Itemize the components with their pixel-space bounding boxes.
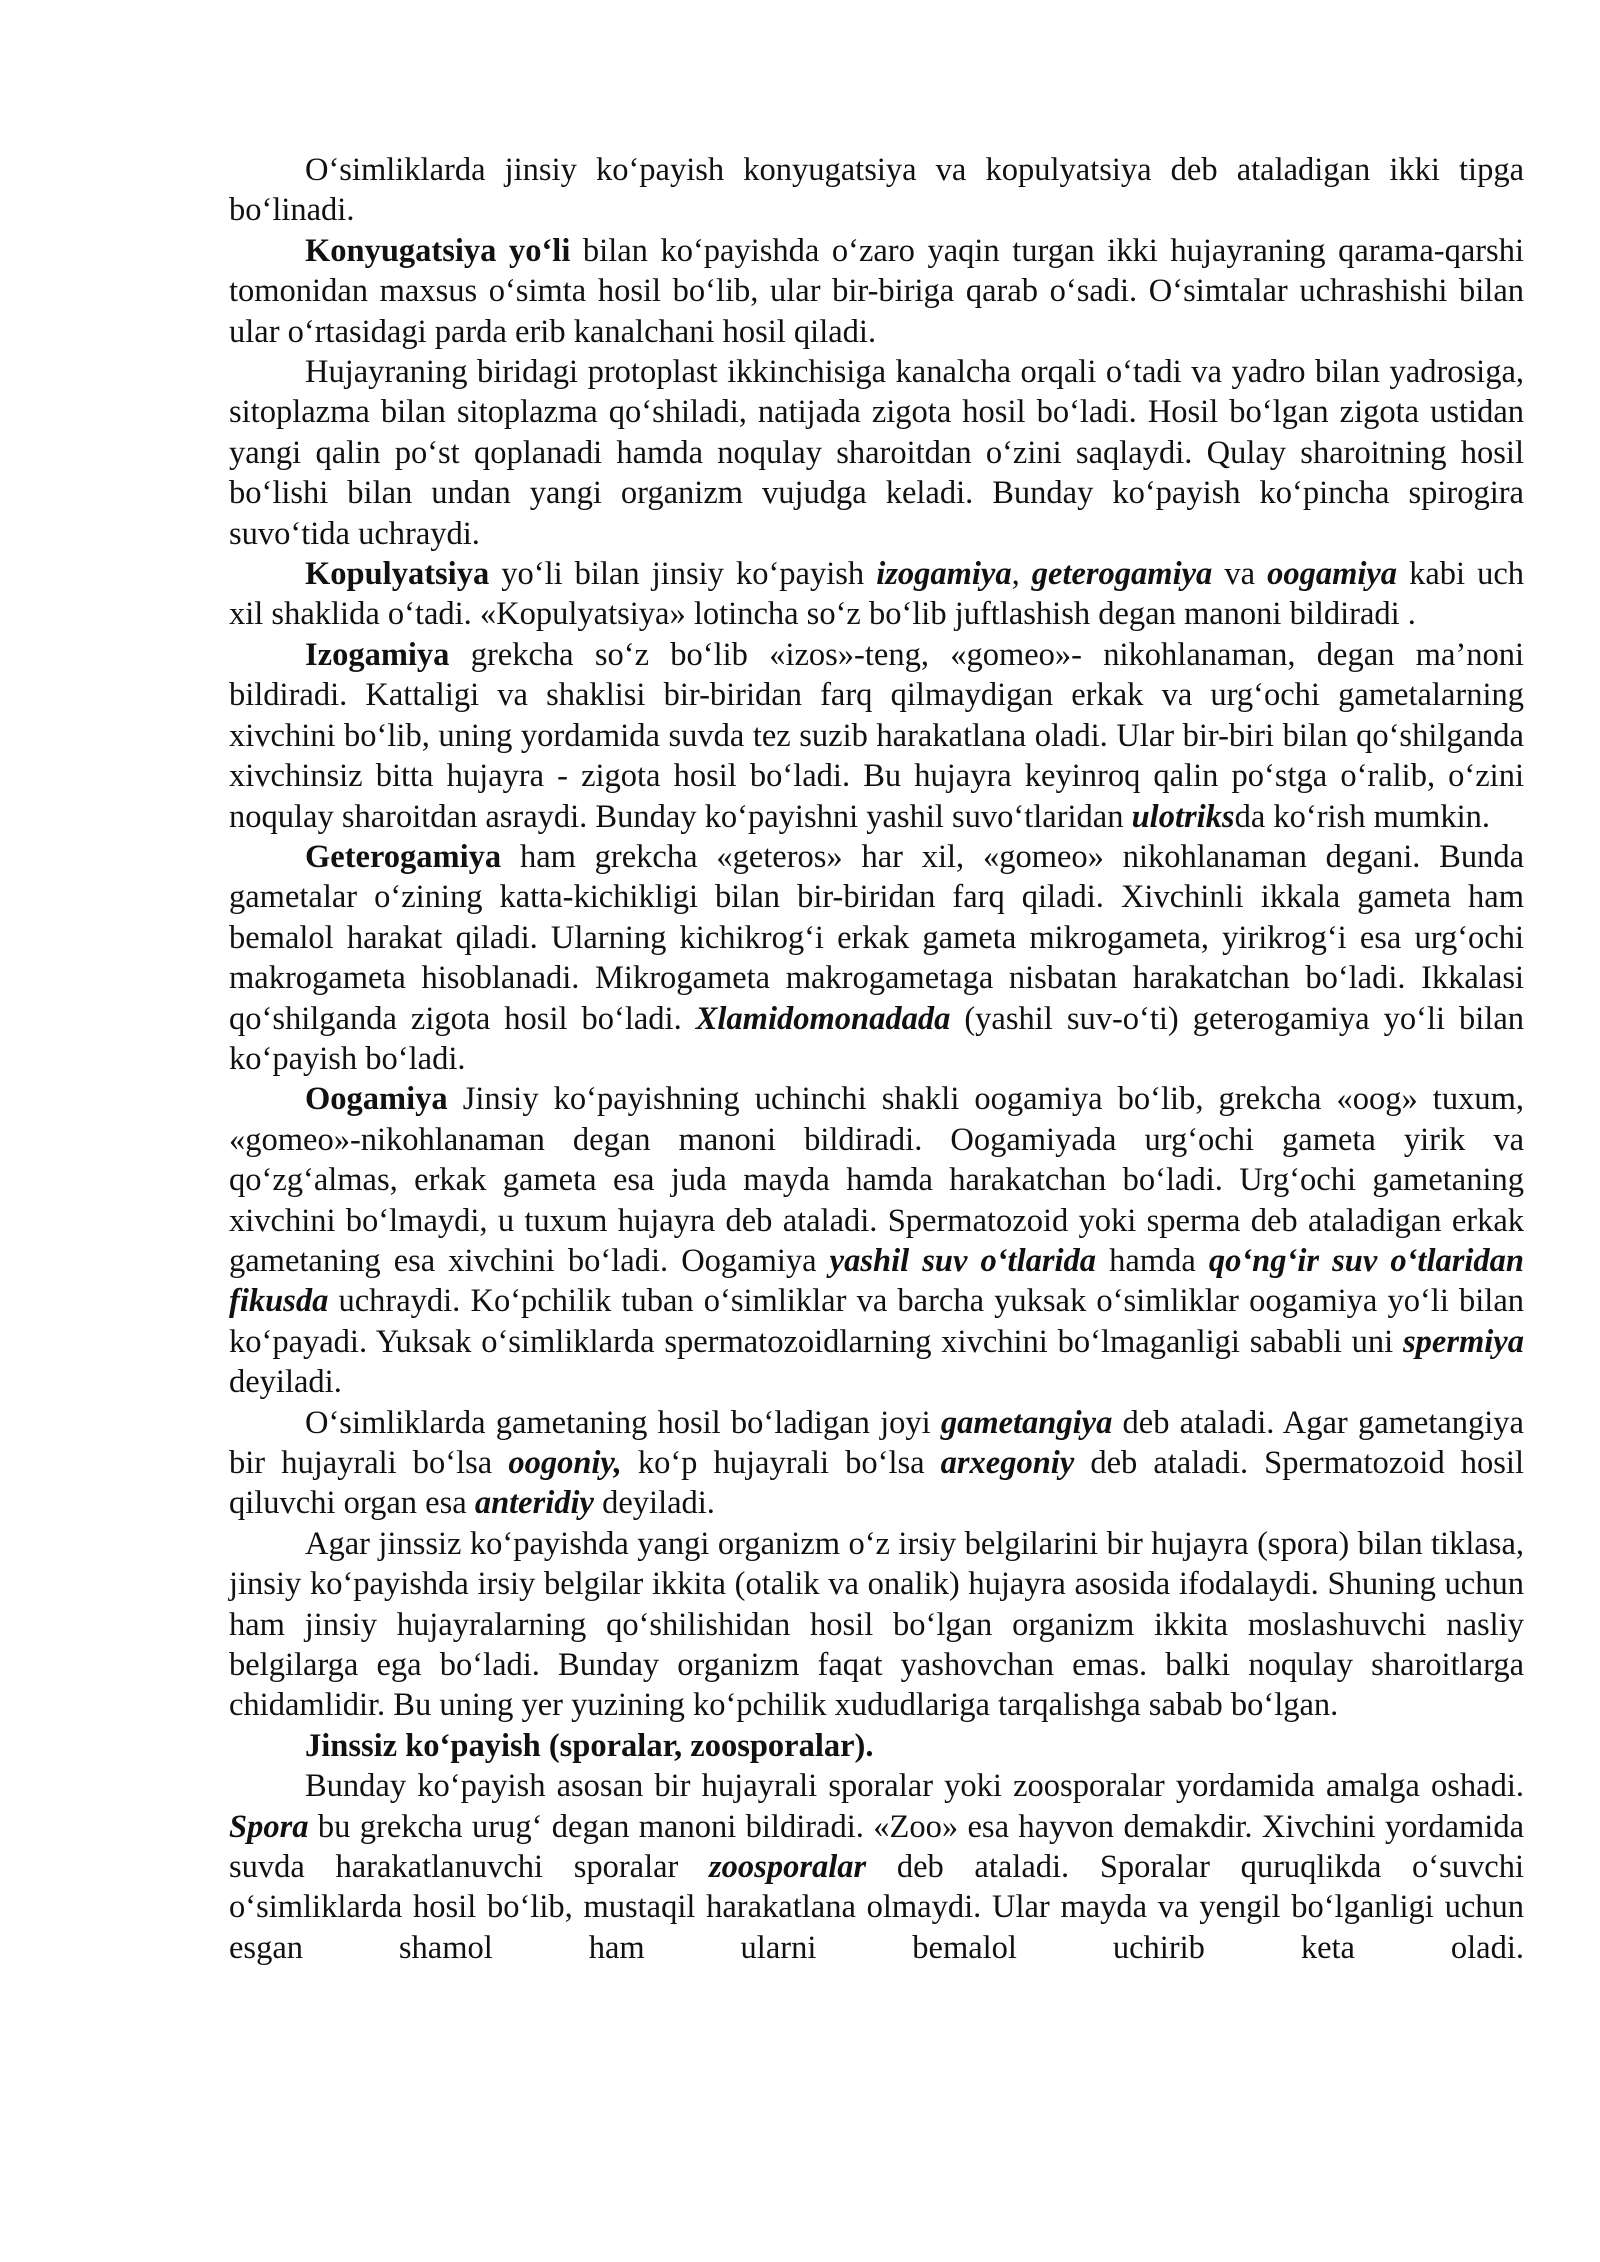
term-yashil-suv-otlarida: yashil suv o‘tlarida [829,1242,1097,1279]
text: Bunday ko‘payish asosan bir hujayrali sporalar yoki zoosporalar yordamida amalga oshadi. [305,1768,1524,1805]
section-heading-jinssiz [229,1726,1524,1766]
paragraph-geterogamiya [229,837,1524,1079]
text: deb ataladi. Spermatozoid hosil qiluvchi organ esa [229,1445,1524,1522]
paragraph-sporalar [229,1766,1524,1968]
text: Jinsiy ko‘payishning uchinchi shakli oogamiya bo‘lib, grekcha «oog» tuxum, «gomeo»-nikohlanaman degan manoni bildiradi. Oogamiyada urg‘ochi gameta yirik va qo‘zg‘almas, erkak gameta esa juda mayda hamda harakatchan bo‘ladi. Urg‘ochi gametaning xivchini bo‘lmaydi, u tuxum hujayra deb ataladi. Spermatozoid yoki sperma deb ataladigan erkak gametaning esa xivchini bo‘ladi. Oogamiya [229,1081,1524,1279]
text: bilan ko‘payishda o‘zaro yaqin turgan ikki hujayraning qarama-qarshi tomonidan maxsus o‘simta hosil bo‘lib, ular bir-biriga qarab o‘sadi. O‘simtalar uchrashishi bilan ular o‘rtasidagi parda erib kanalchani hosil qiladi. [229,232,1524,350]
text: hamda [1096,1242,1209,1279]
text: O‘simliklarda gametaning hosil bo‘ladigan joyi [305,1404,941,1441]
paragraph-izogamiya [229,635,1524,837]
text: uchraydi. Ko‘pchilik tuban o‘simliklar va barcha yuksak o‘simliklar oogamiya yo‘li bilan ko‘payadi. Yuksak o‘simliklarda spermatozoidlarning xivchini bo‘lmaganligi sababli uni [229,1283,1524,1360]
text: (yashil suv-o‘ti) geterogamiya yo‘li bilan ko‘payish bo‘ladi. [229,1000,1524,1077]
text: deyiladi. [229,1364,342,1401]
term-izogamiya: izogamiya [876,556,1012,593]
term-spora: Spora [229,1808,309,1845]
term-kopulyatsiya: Kopulyatsiya [305,556,490,593]
term-izogamiya-heading: Izogamiya [305,636,450,673]
term-anteridiy: anteridiy [474,1485,594,1522]
term-spermiya: spermiya [1403,1323,1524,1360]
term-arxegoniy: arxegoniy [940,1445,1075,1481]
text: deb ataladi. Agar gametangiya bir hujayrali bo‘lsa [229,1404,1524,1481]
text: deyiladi. [593,1485,715,1522]
text: deb ataladi. Sporalar quruqlikda o‘suvchi o‘simliklarda hosil bo‘lib, mustaqil harakatlana olmaydi. Ular mayda va yengil bo‘lganligi uchun esgan shamol ham ularni bemalol uchirib keta oladi. [229,1849,1524,1966]
text: yo‘li bilan jinsiy ko‘payish [489,556,877,593]
text: O‘simliklarda jinsiy ko‘payish konyugatsiya va kopulyatsiya deb ataladigan ikki tipga bo‘linadi. [229,152,1524,229]
text: grekcha so‘z bo‘lib «izos»-teng, «gomeo»- nikohlanaman, degan ma’noni bildiradi. Kattaligi va shaklisi bir-biridan farq qilmaydigan erkak va urg‘ochi gametalarning xivchini bo‘lib, uning yordamida suvda tez suzib harakatlana oladi. Ular bir-biri bilan qo‘shilganda xivchinsiz bitta hujayra - zigota hosil bo‘ladi. Bu hujayra keyinroq qalin po‘stga o‘ralib, o‘zini noqulay sharoitdan asraydi. Bunday ko‘payishni yashil suvo‘tlaridan [229,636,1524,835]
text: ko‘p hujayrali bo‘lsa [621,1445,941,1481]
term-geterogamiya-heading: Geterogamiya [305,838,502,875]
term-zoosporalar: zoosporalar [709,1849,867,1886]
text: Hujayraning biridagi protoplast ikkinchisiga kanalcha orqali o‘tadi va yadro bilan yadrosiga, sitoplazma bilan sitoplazma qo‘shiladi, natijada zigota hosil bo‘ladi. Hosil bo‘lgan zigota ustidan yangi qalin po‘st qoplanadi hamda noqulay sharoitdan o‘zini saqlaydi. Qulay sharoitning hosil bo‘lishi bilan undan yangi organizm vujudga keladi. Bunday ko‘payish ko‘pincha spirogira suvo‘tida uchraydi. [229,354,1524,552]
term-geterogamiya: geterogamiya [1031,556,1213,593]
text: va [1212,556,1268,593]
heading-jinssiz-kopayish: Jinssiz ko‘payish (sporalar, zoosporalar). [305,1727,874,1764]
term-konyugatsiya: Konyugatsiya yo‘li [305,232,571,269]
term-xlamidomonadada: Xlamidomonadada [695,1000,951,1037]
text: Agar jinssiz ko‘payishda yangi organizm o‘z irsiy belgilarini bir hujayra (spora) bilan tiklasa, jinsiy ko‘payishda irsiy belgilar ikkita (otalik va onalik) hujayra asosida ifodalaydi. Shuning uchun ham jinsiy hujayralarning qo‘shilishidan hosil bo‘lgan organizm ikkita moslashuvchi nasliy belgilarga ega bo‘ladi. Bunday organizm faqat yashovchan emas. balki noqulay sharoitlarga chidamlidir. Bu uning yer yuzining ko‘pchilik xududlariga tarqalishga sabab bo‘lgan. [229,1525,1524,1724]
term-oogamiya-heading: Oogamiya [305,1081,448,1118]
paragraph-oogamiya [229,1079,1524,1402]
paragraph-jinsiy-afzallik [229,1524,1524,1726]
paragraph-intro [229,150,1524,231]
term-oogoniy: oogoniy, [508,1445,622,1481]
text: kabi uch xil shaklida o‘tadi. «Kopulyatsiya» lotincha so‘z bo‘lib juftlashish degan manoni bildiradi . [229,556,1525,633]
paragraph-kopulyatsiya [229,554,1524,635]
paragraph-konyugatsiya [229,231,1524,352]
document-page [229,150,1524,1968]
term-ulotriks: ulotriks [1131,798,1235,835]
term-fikusda: qo‘ng‘ir suv o‘tlaridan fikusda [229,1242,1524,1320]
term-gametangiya: gametangiya [940,1404,1113,1441]
text: , [1011,556,1032,593]
text: ham grekcha «geteros» har xil, «gomeo» nikohlanaman degani. Bunda gametalar o‘zining katta-kichikligi bilan bir-biridan farq qiladi. Xivchinli ikkala gameta ham bemalol harakat qiladi. Ularning kichikrog‘i erkak gameta mikrogameta, yirikrog‘i esa urg‘ochi makrogameta hisoblanadi. Mikrogameta makrogametaga nisbatan harakatchan bo‘ladi. Ikkalasi qo‘shilganda zigota hosil bo‘ladi. [229,838,1524,1037]
paragraph-gametangiya [229,1403,1524,1524]
term-oogamiya: oogamiya [1267,556,1398,593]
text: bu grekcha urug‘ degan manoni bildiradi. «Zoo» esa hayvon demakdir. Xivchini yordamida suvda harakatlanuvchi sporalar [229,1808,1524,1886]
text: da ko‘rish mumkin. [1234,798,1491,835]
paragraph-protoplast [229,352,1524,554]
